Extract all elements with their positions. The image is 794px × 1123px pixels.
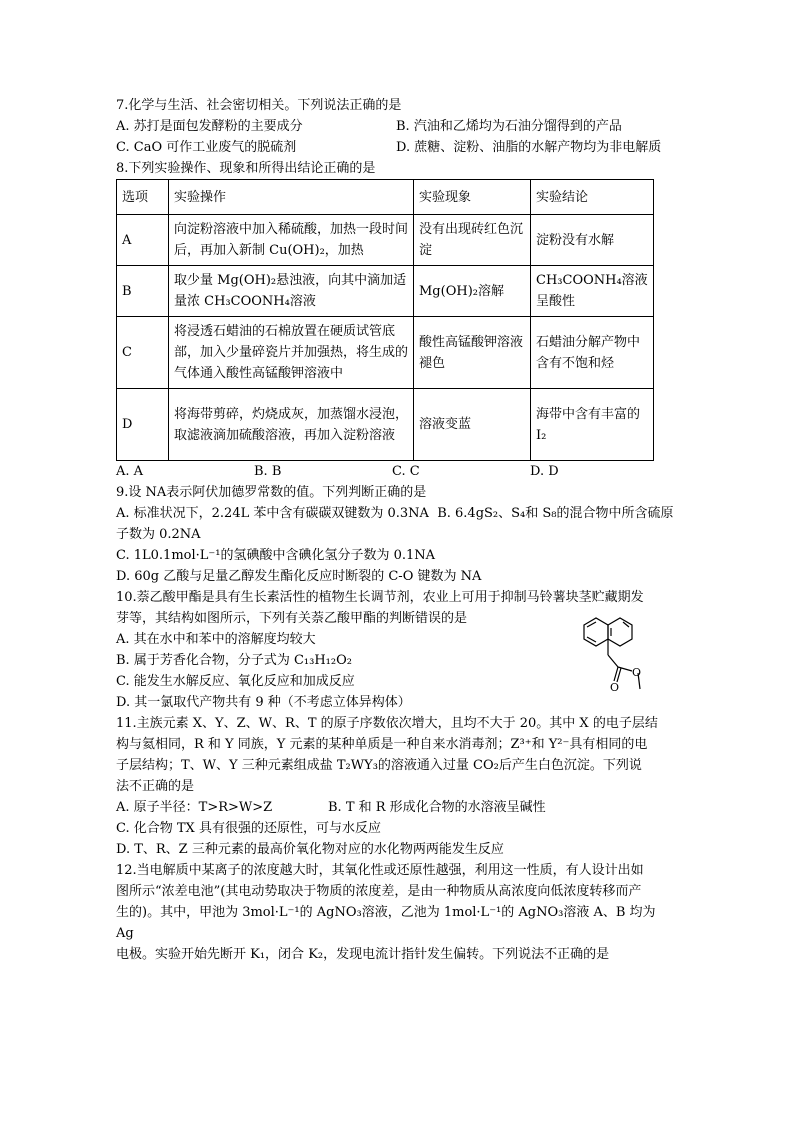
row-conclusion: 淀粉没有水解 — [531, 215, 654, 266]
row-phenomenon: 没有出现砖红色沉淀 — [414, 215, 531, 266]
row-operation: 将海带剪碎，灼烧成灰，加蒸馏水浸泡，取滤液滴加硫酸溶液，再加入淀粉溶液 — [169, 389, 414, 461]
q7-stem: 7.化学与生活、社会密切相关。下列说法正确的是 — [116, 98, 402, 113]
row-conclusion: CH₃COONH₄溶液呈酸性 — [531, 266, 654, 317]
q9-option-d: D. 60g 乙酸与足量乙醇发生酯化反应时断裂的 C-O 键数为 NA — [116, 569, 482, 584]
q11-stem-3: 子层结构；T、W、Y 三种元素组成盐 T₂WY₃的溶液通入过量 CO₂后产生白色沉淀。下列说 — [116, 758, 642, 773]
q10-option-b: B. 属于芳香化合物，分子式为 C₁₃H₁₂O₂ — [116, 653, 352, 668]
q10-stem: 10.萘乙酸甲酯是具有生长素活性的植物生长调节剂，农业上可用于抑制马铃薯块茎贮藏期发 — [116, 590, 644, 605]
svg-text:O: O — [632, 666, 642, 679]
q12-stem-3: 生的)。其中，甲池为 3mol·L⁻¹的 AgNO₃溶液，乙池为 1mol·L⁻¹的 AgNO₃溶液 A、B 均为 Ag — [116, 905, 656, 941]
q12-stem: 12.当电解质中某离子的浓度越大时，其氧化性或还原性越强，利用这一性质，有人设计出如 — [116, 863, 644, 878]
row-phenomenon: Mg(OH)₂溶解 — [414, 266, 531, 317]
header-option: 选项 — [117, 180, 169, 215]
row-phenomenon: 溶液变蓝 — [414, 389, 531, 461]
q12-stem-4: 电极。实验开始先断开 K₁，闭合 K₂，发现电流计指针发生偏转。下列说法不正确的是 — [116, 947, 610, 962]
q10-option-c: C. 能发生水解反应、氧化反应和加成反应 — [116, 674, 355, 689]
table-header-row — [117, 180, 654, 215]
q8-answers — [116, 461, 676, 482]
q11-option-d: D. T、R、Z 三种元素的最高价氧化物对应的水化物两两能发生反应 — [116, 842, 504, 857]
q7-options-row2 — [116, 137, 676, 158]
q11-option-c: C. 化合物 TX 具有很强的还原性，可与水反应 — [116, 821, 381, 836]
row-option: B — [117, 266, 169, 317]
q11-stem-2: 构与氦相同，R 和 Y 同族，Y 元素的某种单质是一种自来水消毒剂；Z³⁺和 Y²⁻具有相同的电 — [116, 737, 648, 752]
q9-option-b-cont: 子数为 0.2NA — [116, 527, 201, 542]
row-option: C — [117, 317, 169, 389]
naphthalene-acetate-structure-icon — [570, 605, 650, 705]
q9-options-ab — [116, 503, 676, 524]
q11-option-b: B. T 和 R 形成化合物的水溶液呈碱性 — [328, 800, 546, 815]
header-phenomenon: 实验现象 — [414, 180, 531, 215]
q9-option-b: B. 6.4gS₂、S₄和 S₈的混合物中所含硫原 — [437, 506, 674, 521]
row-operation: 向淀粉溶液中加入稀硫酸，加热一段时间后，再加入新制 Cu(OH)₂，加热 — [169, 215, 414, 266]
q9-option-c: C. 1L0.1mol·L⁻¹的氢碘酸中含碘化氢分子数为 0.1NA — [116, 548, 436, 563]
row-operation: 取少量 Mg(OH)₂悬浊液，向其中滴加适量浓 CH₃COONH₄溶液 — [169, 266, 414, 317]
q7-option-a: A. 苏打是面包发酵粉的主要成分 — [116, 119, 303, 134]
q10-stem-cont: 芽等，其结构如图所示，下列有关萘乙酸甲酯的判断错误的是 — [116, 611, 468, 626]
q9-option-a: A. 标准状况下，2.24L 苯中含有碳碳双键数为 0.3NA — [116, 506, 429, 521]
table-row — [117, 389, 654, 461]
q7-option-b: B. 汽油和乙烯均为石油分馏得到的产品 — [396, 119, 622, 134]
table-row — [117, 317, 654, 389]
q8-stem: 8.下列实验操作、现象和所得出结论正确的是 — [116, 161, 376, 176]
svg-text:O: O — [610, 681, 620, 694]
q7-option-d: D. 蔗糖、淀粉、油脂的水解产物均为非电解质 — [396, 140, 662, 155]
q12-stem-2: 图所示“浓差电池”(其电动势取决于物质的浓度差，是由一种物质从高浓度向低浓度转移而产 — [116, 884, 642, 899]
table-row — [117, 266, 654, 317]
header-conclusion: 实验结论 — [531, 180, 654, 215]
q8-answer-d: D. D — [530, 464, 559, 479]
q11-stem-4: 法不正确的是 — [116, 779, 195, 794]
q7-option-c: C. CaO 可作工业废气的脱硫剂 — [116, 140, 297, 155]
row-option: A — [117, 215, 169, 266]
exam-page — [116, 95, 676, 965]
q8-answer-b: B. B — [254, 464, 282, 479]
q11-option-a: A. 原子半径：T>R>W>Z — [116, 800, 273, 815]
row-phenomenon: 酸性高锰酸钾溶液褪色 — [414, 317, 531, 389]
q8-answer-a: A. A — [116, 464, 144, 479]
q10-option-a: A. 其在水中和苯中的溶解度均较大 — [116, 632, 316, 647]
row-conclusion: 石蜡油分解产物中含有不饱和烃 — [531, 317, 654, 389]
q11-stem: 11.主族元素 X、Y、Z、W、R、T 的原子序数依次增大，且均不大于 20。其中 X 的电子层结 — [116, 716, 658, 731]
row-conclusion: 海带中含有丰富的 I₂ — [531, 389, 654, 461]
header-operation: 实验操作 — [169, 180, 414, 215]
q7-options-row1 — [116, 116, 676, 137]
row-option: D — [117, 389, 169, 461]
q11-options-ab — [116, 797, 676, 818]
q8-answer-c: C. C — [392, 464, 420, 479]
table-row — [117, 215, 654, 266]
row-operation: 将浸透石蜡油的石棉放置在硬质试管底部，加入少量碎瓷片并加强热，将生成的气体通入酸性高锰酸钾溶液中 — [169, 317, 414, 389]
q10-option-d: D. 其一氯取代产物共有 9 种（不考虑立体异构体） — [116, 695, 411, 710]
experiment-table — [116, 179, 654, 461]
q9-stem: 9.设 NA表示阿伏加德罗常数的值。下列判断正确的是 — [116, 485, 427, 500]
